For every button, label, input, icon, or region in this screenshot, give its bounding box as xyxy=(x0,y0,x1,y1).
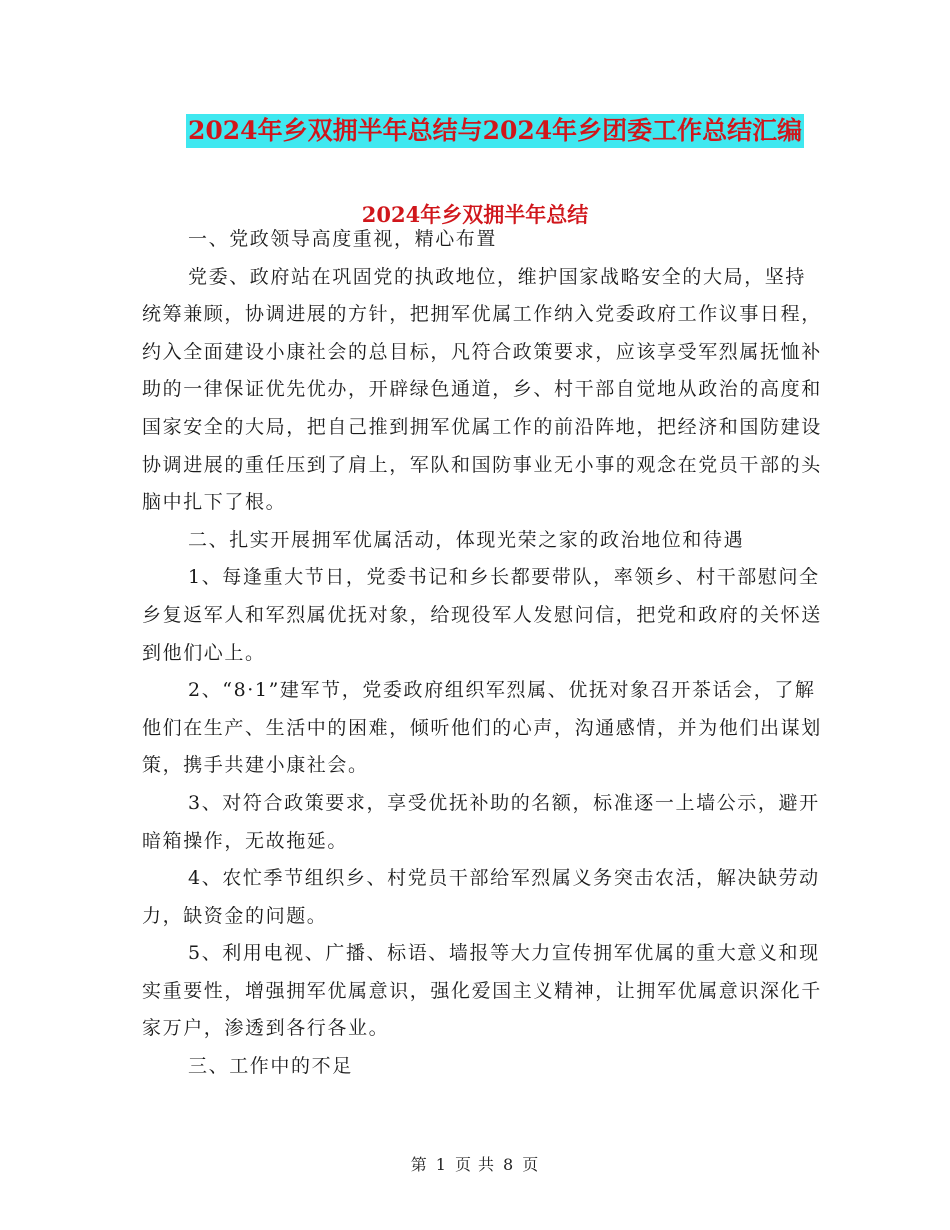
footer-mid: 页 共 xyxy=(454,1155,496,1174)
document-main-title: 2024年乡双拥半年总结与2024年乡团委工作总结汇编 xyxy=(186,114,804,148)
heading-1: 一、党政领导高度重视，精心布置 xyxy=(188,228,498,250)
paragraph-1: 党委、政府站在巩固党的执政地位，维护国家战略安全的大局，坚持统筹兼顾，协调进展的方针，把拥军优属工作纳入党委政府工作议事日程，约入全面建设小康社会的总目标，凡符合政策要求，应该享受军烈属抚恤补助的一律保证优先优办，开辟绿色通道，乡、村干部自觉地从政治的高度和国家安全的大局，把自己推到拥军优属工作的前沿阵地，把经济和国防建设协调进展的重任压到了肩上，军队和国防事业无小事的观念在党员干部的头脑中扎下了根。 xyxy=(142,265,822,514)
paragraph-item-1: 1、每逢重大节日，党委书记和乡长都要带队，率领乡、村干部慰问全乡复返军人和军烈属优抚对象，给现役军人发慰问信，把党和政府的关怀送到他们心上。 xyxy=(142,566,822,664)
footer-total-pages: 8 xyxy=(503,1155,515,1174)
paragraph-item-3: 3、对符合政策要求，享受优抚补助的名额，标准逐一上墙公示，避开暗箱操作，无故拖延。 xyxy=(142,791,820,852)
footer-suffix: 页 xyxy=(522,1155,540,1174)
footer-prefix: 第 xyxy=(410,1155,428,1174)
paragraph-item-5: 5、利用电视、广播、标语、墙报等大力宣传拥军优属的重大意义和现实重要性，增强拥军优属意识，强化爱国主义精神，让拥军优属意识深化千家万户，渗透到各行各业。 xyxy=(142,942,822,1040)
footer-current-page: 1 xyxy=(435,1155,447,1174)
heading-3: 三、工作中的不足 xyxy=(188,1055,353,1078)
body-text xyxy=(142,221,822,1086)
page-footer xyxy=(0,1152,950,1175)
heading-2: 二、扎实开展拥军优属活动，体现光荣之家的政治地位和待遇 xyxy=(188,528,745,551)
paragraph-item-2: 2、“8·1”建军节，党委政府组织军烈属、优抚对象召开茶话会，了解他们在生产、生活中的困难，倾听他们的心声，沟通感情，并为他们出谋划策，携手共建小康社会。 xyxy=(142,679,822,777)
paragraph-item-4: 4、农忙季节组织乡、村党员干部给军烈属义务突击农活，解决缺劳动力，缺资金的问题。 xyxy=(142,867,820,927)
section-title: 2024年乡双拥半年总结 xyxy=(361,202,589,227)
